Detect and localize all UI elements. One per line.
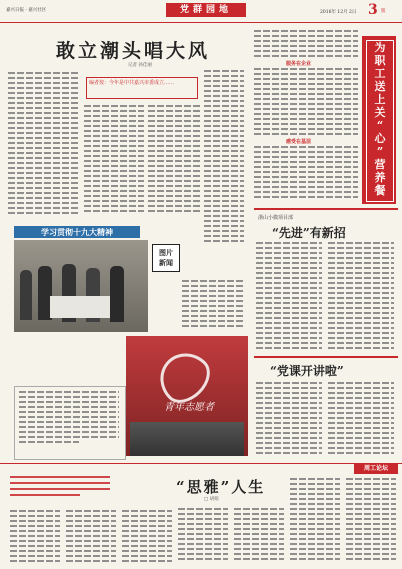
group-photo	[14, 240, 148, 332]
title-char: 餐	[374, 184, 386, 197]
pull-quote-box	[86, 77, 198, 99]
title-char: 工	[374, 67, 386, 80]
bottom-section-label: 周工论坛	[354, 464, 398, 474]
section-divider	[0, 463, 402, 464]
sidebar-title: 学习贯彻十九大精神	[14, 226, 140, 238]
right-top-title-bar	[362, 36, 396, 204]
header-left-text: 嘉兴日报 · 嘉兴社区	[6, 8, 47, 13]
title-char: 养	[374, 171, 386, 184]
caption-box	[14, 386, 126, 460]
divider	[254, 208, 398, 210]
right-top-title	[366, 40, 394, 202]
divider	[254, 356, 398, 358]
bottom-byline: □ 胡娟	[204, 497, 219, 502]
right-mid-kicker: 浙山小微项目部	[258, 215, 294, 221]
bottom-title: “思雅”人生	[176, 478, 266, 496]
page-suffix: 版	[381, 9, 386, 14]
title-char: 职	[374, 54, 386, 67]
title-char: 营	[374, 158, 386, 171]
main-byline: 记者 孙佳丽	[128, 63, 152, 68]
title-char: 送	[374, 80, 386, 93]
volunteer-photo	[126, 336, 248, 456]
poster-text: 青年志愿者	[164, 402, 214, 413]
title-char: 上	[374, 93, 386, 106]
right-top-subhead-2: 感受在基层	[286, 139, 312, 145]
picture-news-tag-line1: 图片	[159, 248, 173, 257]
header-date: 2016年 12月 2日	[320, 10, 357, 15]
right-bottom-title: “党课开讲啦”	[270, 364, 344, 378]
title-char: 心	[374, 132, 386, 145]
bottom-intro	[10, 474, 110, 508]
column-title: 党群园地	[166, 3, 246, 17]
picture-news-tag-line2: 新闻	[159, 258, 173, 267]
main-article-title: 敢立潮头唱大风	[56, 40, 211, 62]
title-char: 关	[374, 106, 386, 119]
title-char: “	[376, 119, 384, 132]
picture-news-tag	[152, 244, 180, 272]
title-char: 为	[374, 41, 386, 54]
right-top-subhead: 服务在企业	[286, 61, 312, 67]
page-number: 3	[368, 2, 378, 18]
title-char: ”	[376, 145, 384, 158]
right-mid-title: “先进”有新招	[272, 226, 346, 240]
page-header	[0, 0, 402, 23]
pull-quote-text: 编者按：今年是中共嘉兴市委成立……	[89, 80, 175, 86]
